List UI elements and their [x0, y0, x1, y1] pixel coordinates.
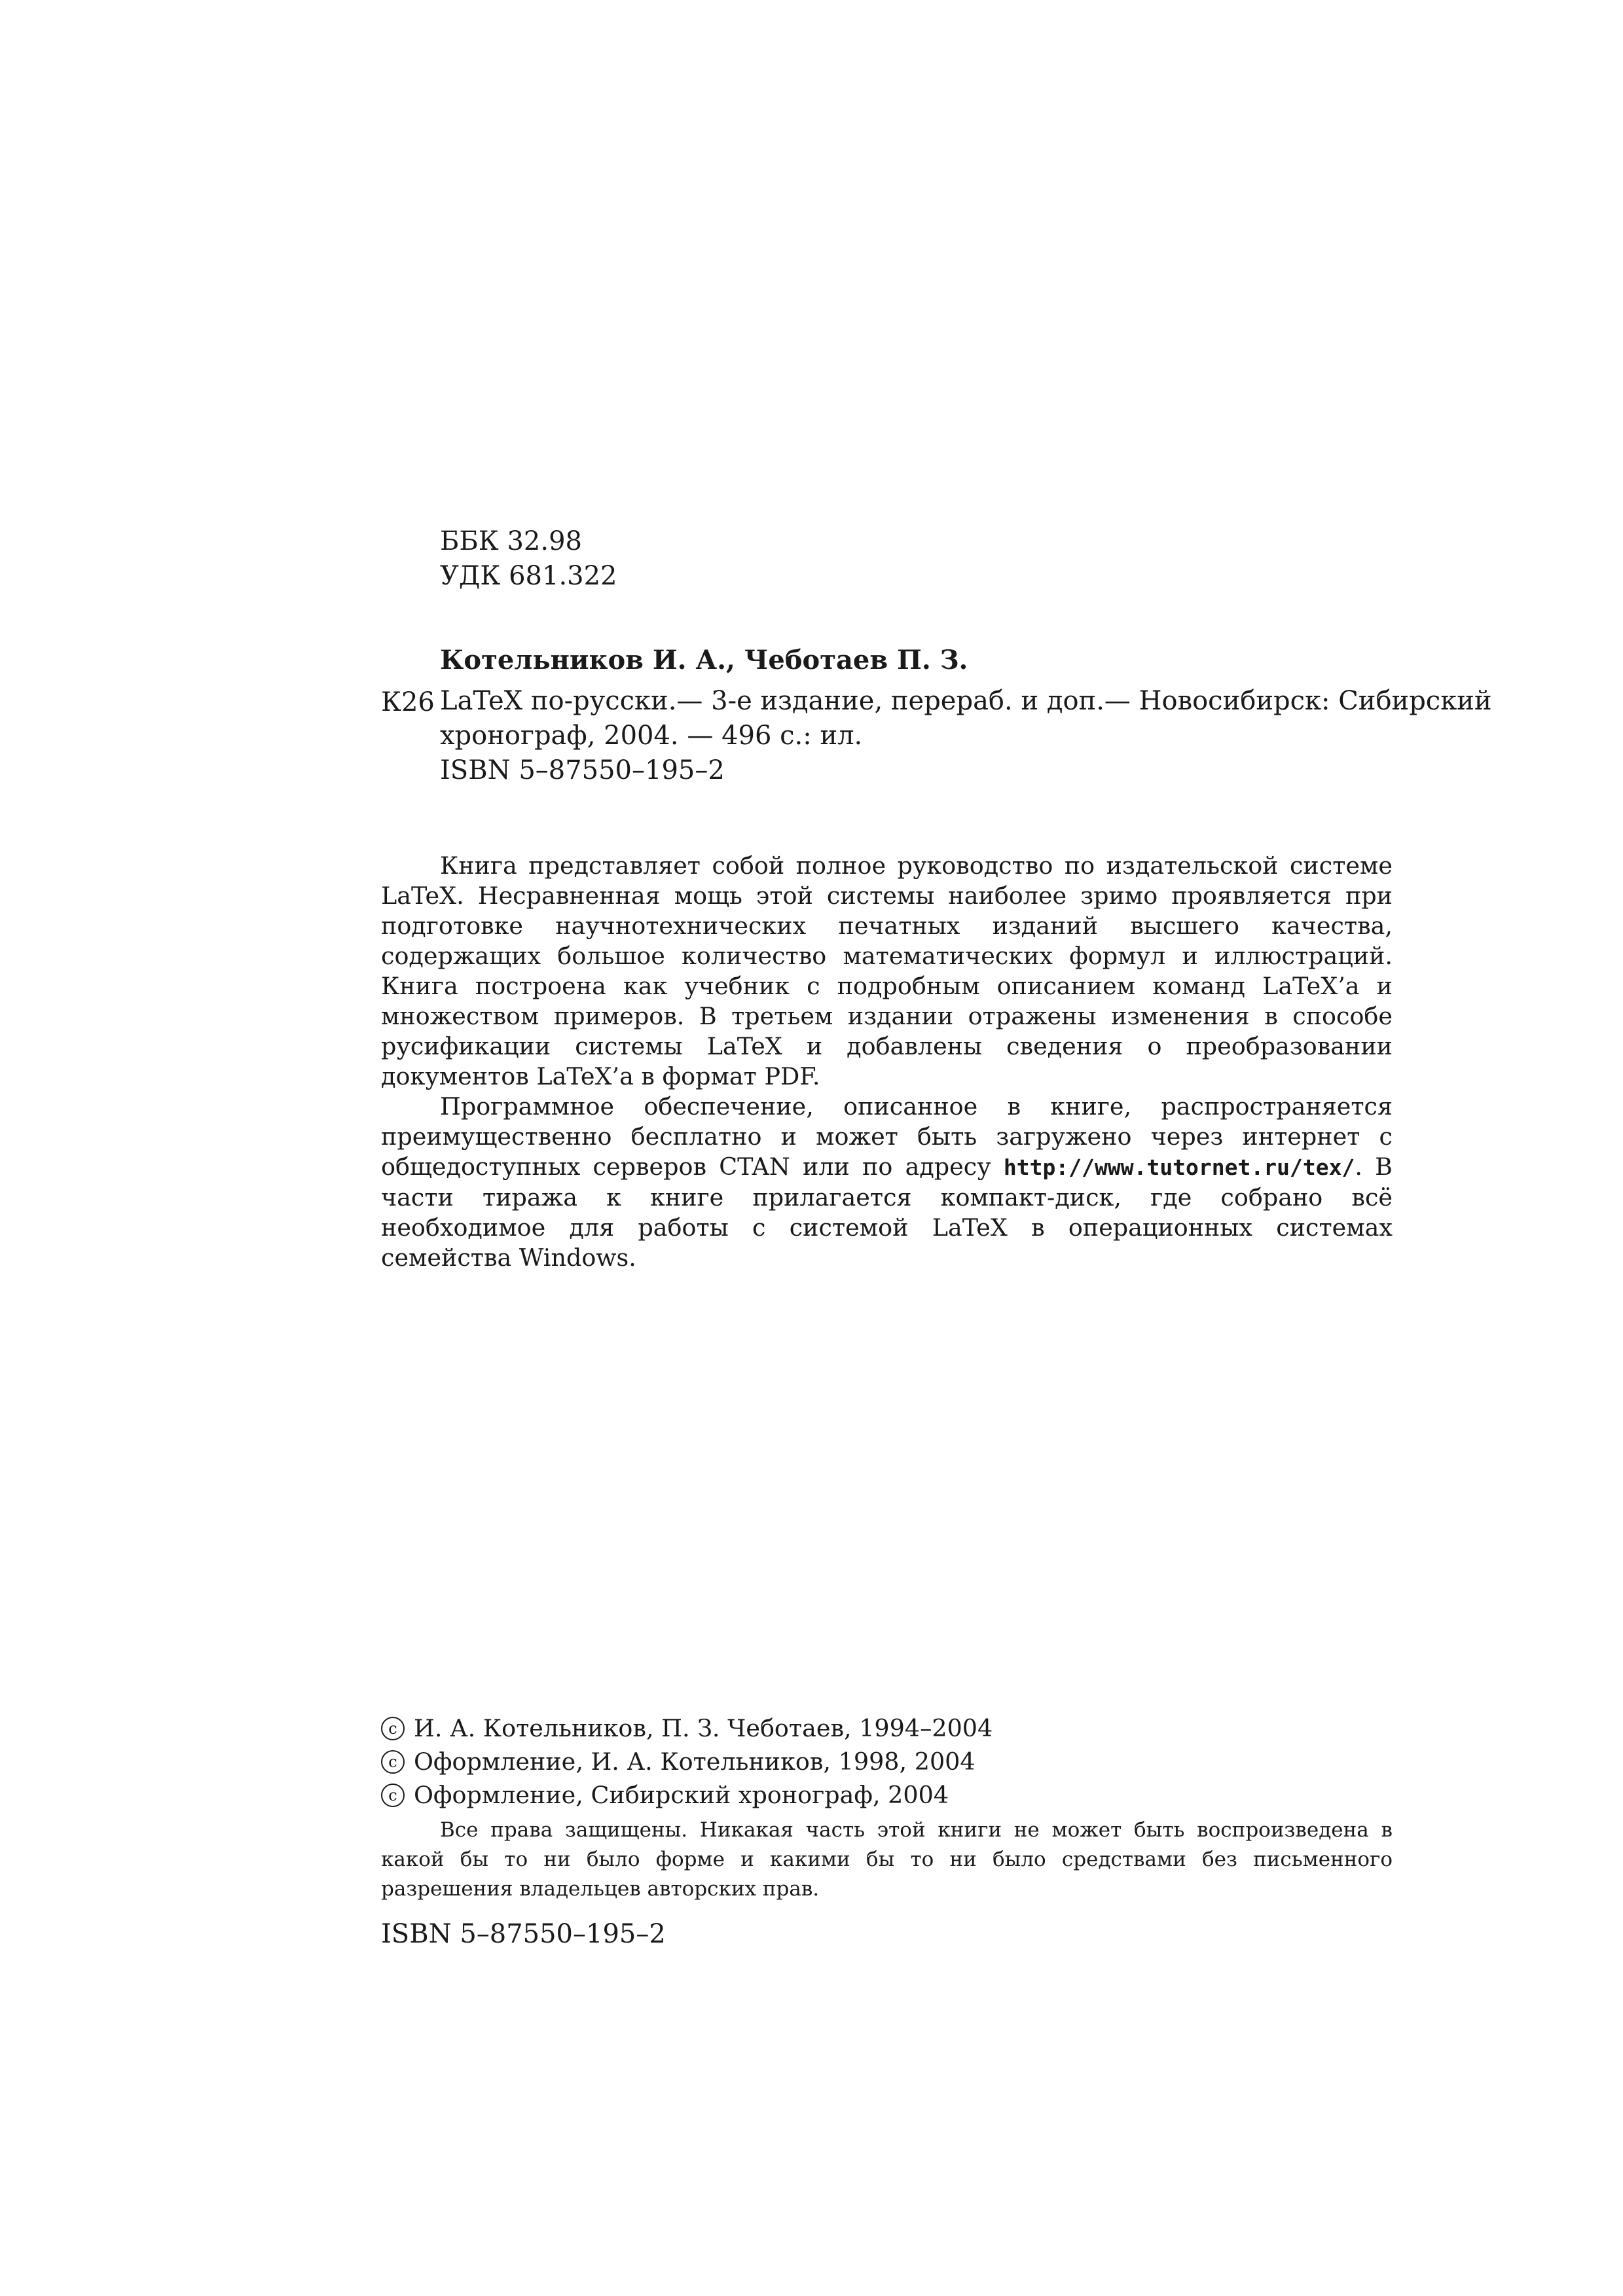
author-mark: К26: [381, 687, 435, 717]
annotation: [381, 851, 1393, 1273]
url-link[interactable]: http://www.tutornet.ru/tex/: [1003, 1155, 1355, 1180]
rights-notice: Все права защищены. Никакая часть этой книги не может быть воспроизведена в какой бы то ни было форме и какими бы то ни было средствами без письменного разрешения владельцев авторских прав.: [381, 1818, 1393, 1901]
bbk-code: ББК 32.98: [440, 526, 582, 556]
copyright-text: Оформление, Сибирский хронограф, 2004: [414, 1781, 949, 1809]
copyright-icon: c: [381, 1784, 405, 1807]
copyright-icon: c: [381, 1717, 405, 1740]
copyright-icon: c: [381, 1750, 405, 1774]
isbn: ISBN 5–87550–195–2: [381, 1919, 666, 1949]
udk-code: УДК 681.322: [440, 561, 617, 591]
isbn-line: ISBN 5–87550–195–2: [440, 755, 725, 785]
copyright-text: Оформление, И. А. Котельников, 1998, 2004: [414, 1748, 976, 1776]
copyright-line: [381, 1712, 1393, 1745]
copyright-block: [381, 1712, 1393, 1950]
copyright-line: [381, 1778, 1393, 1812]
description-line: хронограф, 2004. — 496 с.: ил.: [440, 721, 863, 751]
bibliographic-description: [440, 684, 1492, 788]
annotation-text: Программное обеспечение, описанное в книге, распространяется преимущественно бесплатно и может быть загружено через интернет с общедоступных серверов CTAN или по адресу: [381, 1092, 1393, 1181]
annotation-paragraph-2: [381, 1092, 1393, 1273]
copyright-text: И. А. Котельников, П. З. Чеботаев, 1994–2004: [414, 1714, 993, 1742]
annotation-paragraph-1: Книга представляет собой полное руководство по издательской системе LaTeX. Несравненная мощь этой системы наиболее зримо проявляется при подготовке научнотехнических печатных изданий высшего качества, содержащих большое количество математических формул и иллюстраций. Книга построена как учебник с подробным описанием команд LaTeX’а и множеством примеров. В третьем издании отражены изменения в способе русификации системы LaTeX и добавлены сведения о преобразовании документов LaTeX’а в формат PDF.: [381, 852, 1393, 1090]
copyright-line: [381, 1745, 1393, 1778]
description-line: LaTeX по-русски.— 3-е издание, перераб. и доп.— Новосибирск: Сибирский: [440, 686, 1492, 716]
annotation-text: . В части тиража к книге прилагается компакт-диск, где собрано всё необходимое для работы с системой LaTeX в операционных системах семейства Windows.: [381, 1153, 1393, 1272]
authors-heading: Котельников И. А., Чеботаев П. З.: [440, 645, 968, 675]
